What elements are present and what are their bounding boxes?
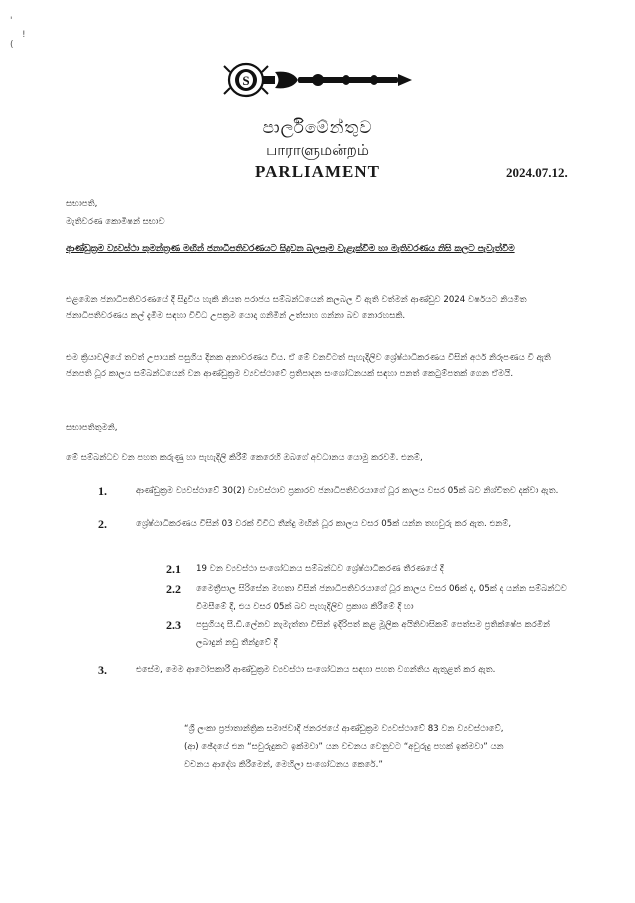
paragraph-1: එළඹෙන ජනාධිපතිවරණයේ දී සිදුවිය හැකි නියත පරාජය සම්බන්ධයෙන් කලබල වී ඇති වත්මන් ආණ්ඩුව 2024 වර්ෂයට නියමිත ජනාධිපතිවරණය කල් දැමීම සඳහා විවිධ උපක්‍රම යොදා ගනිමින් උත්සාහ ගන්නා බව නොරහසකි. xyxy=(66,295,527,321)
item-text: ආණ්ඩුක්‍රම ව්‍යවස්ථාවේ 30(2) ව්‍යවස්ථාව ප්‍රකාරව ජනාධිපතිවරයාගේ ධූර කාලය වසර 05ක් බව නිශ්චිතව දක්වා ඇත. xyxy=(136,486,559,496)
item-number: 3. xyxy=(98,663,107,677)
paragraph-2: එම ක්‍රියාවලියේ තවත් උපායක් පසුගිය දිනක අනාවරණය විය. ඒ මේ වනවිටත් පැහැදිලිව ශ්‍රේෂ්ඨාධිකරණය විසින් අර්ථ නිරූපණය වී ඇති ජනපති ධූර කාලය සම්බන්ධයෙන් වන ආණ්ඩුක්‍රම ව්‍යවස්ථාවේ ප්‍රතිපාදන සංශෝධනයක් සඳහා පනත් කෙටුම්පතක් ගෙන ඒමයි. xyxy=(66,353,551,379)
item-text: එසේම, මෙම ආටෝපකාරී ආණ්ඩුක්‍රම ව්‍යවස්ථා සංශෝධනය සඳහා පහත වගන්තිය ඇතුළත් කර ඇත. xyxy=(136,665,496,675)
subitem-text: මෛත්‍රීපාල සිරිසේන මහතා විසින් ජනාධිපතිවරයාගේ ධූර කාලය වසර 06ක් ද, 05ක් ද යන්න සම්බන්ධව විමසීමේ දී, එය වසර 05ක් බව පැහැදිලිව ප්‍රකාශ කිරීමේ දී හා xyxy=(196,584,567,612)
subitem-text: පසුගියදා සී.ඩී.ලේනව නැමැත්තා විසින් ඉදිරිපත් කළ මූලික අයිතිවාසිකම් පෙත්සම ප්‍රතික්ෂේප කරමින් ලබාදුන් නඩු තීන්දුවේ දී xyxy=(196,620,550,648)
margin-mark: ( xyxy=(10,40,14,50)
subitem-number: 2.3 xyxy=(166,618,181,632)
address-line-1: සභාපති, xyxy=(66,199,98,209)
salutation: සභාපතිතුමනි, xyxy=(66,423,118,433)
svg-text:S: S xyxy=(242,73,250,88)
subject-line: ආණ්ඩුක්‍රම ව්‍යවස්ථා කුමන්ත්‍රණ මඟින් ජනාධිපතිවරණයට සිදුවන බලපෑම වැළැක්වීම හා මැතිවරණය නිසි කලට පැවැත්වීම xyxy=(66,244,515,254)
subitem-number: 2.1 xyxy=(166,562,181,576)
subitem-number: 2.2 xyxy=(166,582,181,596)
subitem-text: 19 වන ව්‍යවස්ථා සංශෝධනය සම්බන්ධව ශ්‍රේෂ්ඨාධිකරණ තීරණයේ දී xyxy=(196,564,444,574)
item-number: 2. xyxy=(98,517,107,531)
item-text: ශ්‍රේෂ්ඨාධිකරණය විසින් 03 වරක් විවිධ තීන්දු මඟින් ධූර කාලය වසර 05ක් යන්න තහවුරු කර ඇත. එනම්, xyxy=(136,519,512,529)
margin-mark: ' xyxy=(10,16,13,26)
item-number: 1. xyxy=(98,484,107,498)
quoted-clause: “ශ්‍රී ලංකා ප්‍රජාතාන්ත්‍රික සමාජවාදී ජනරජයේ ආණ්ඩුක්‍රම ව්‍යවස්ථාවේ 83 වන ව්‍යවස්ථාවේ, (ආ) ඡේදයේ එන “සවුරුදුකට ඉක්මවා” යන වචනය වෙනුවට “අවුරුදු පහක් ඉක්මවා” යන වචනය ආදේශ කිරීමෙන්, මෙහිලා සංශෝධනය කෙරේ.” xyxy=(184,724,504,770)
header-sinhala: පාර්ලිමේන්තුව xyxy=(262,118,373,138)
parliament-mace-emblem xyxy=(222,60,418,100)
margin-mark: ! xyxy=(22,30,26,40)
header-tamil: பாராளுமன்றம் xyxy=(266,141,369,159)
header-english: PARLIAMENT xyxy=(255,162,380,181)
intro-line: මේ සම්බන්ධව වන පහත කරුණු හා පැහැදිලි කිරීම් කෙරෙහි ඔබගේ අවධානය යොමු කරවමි. එනම්, xyxy=(66,453,423,463)
letter-date: 2024.07.12. xyxy=(506,165,568,180)
address-line-2: මැතිවරණ කොමිෂන් සභාව xyxy=(66,217,165,227)
